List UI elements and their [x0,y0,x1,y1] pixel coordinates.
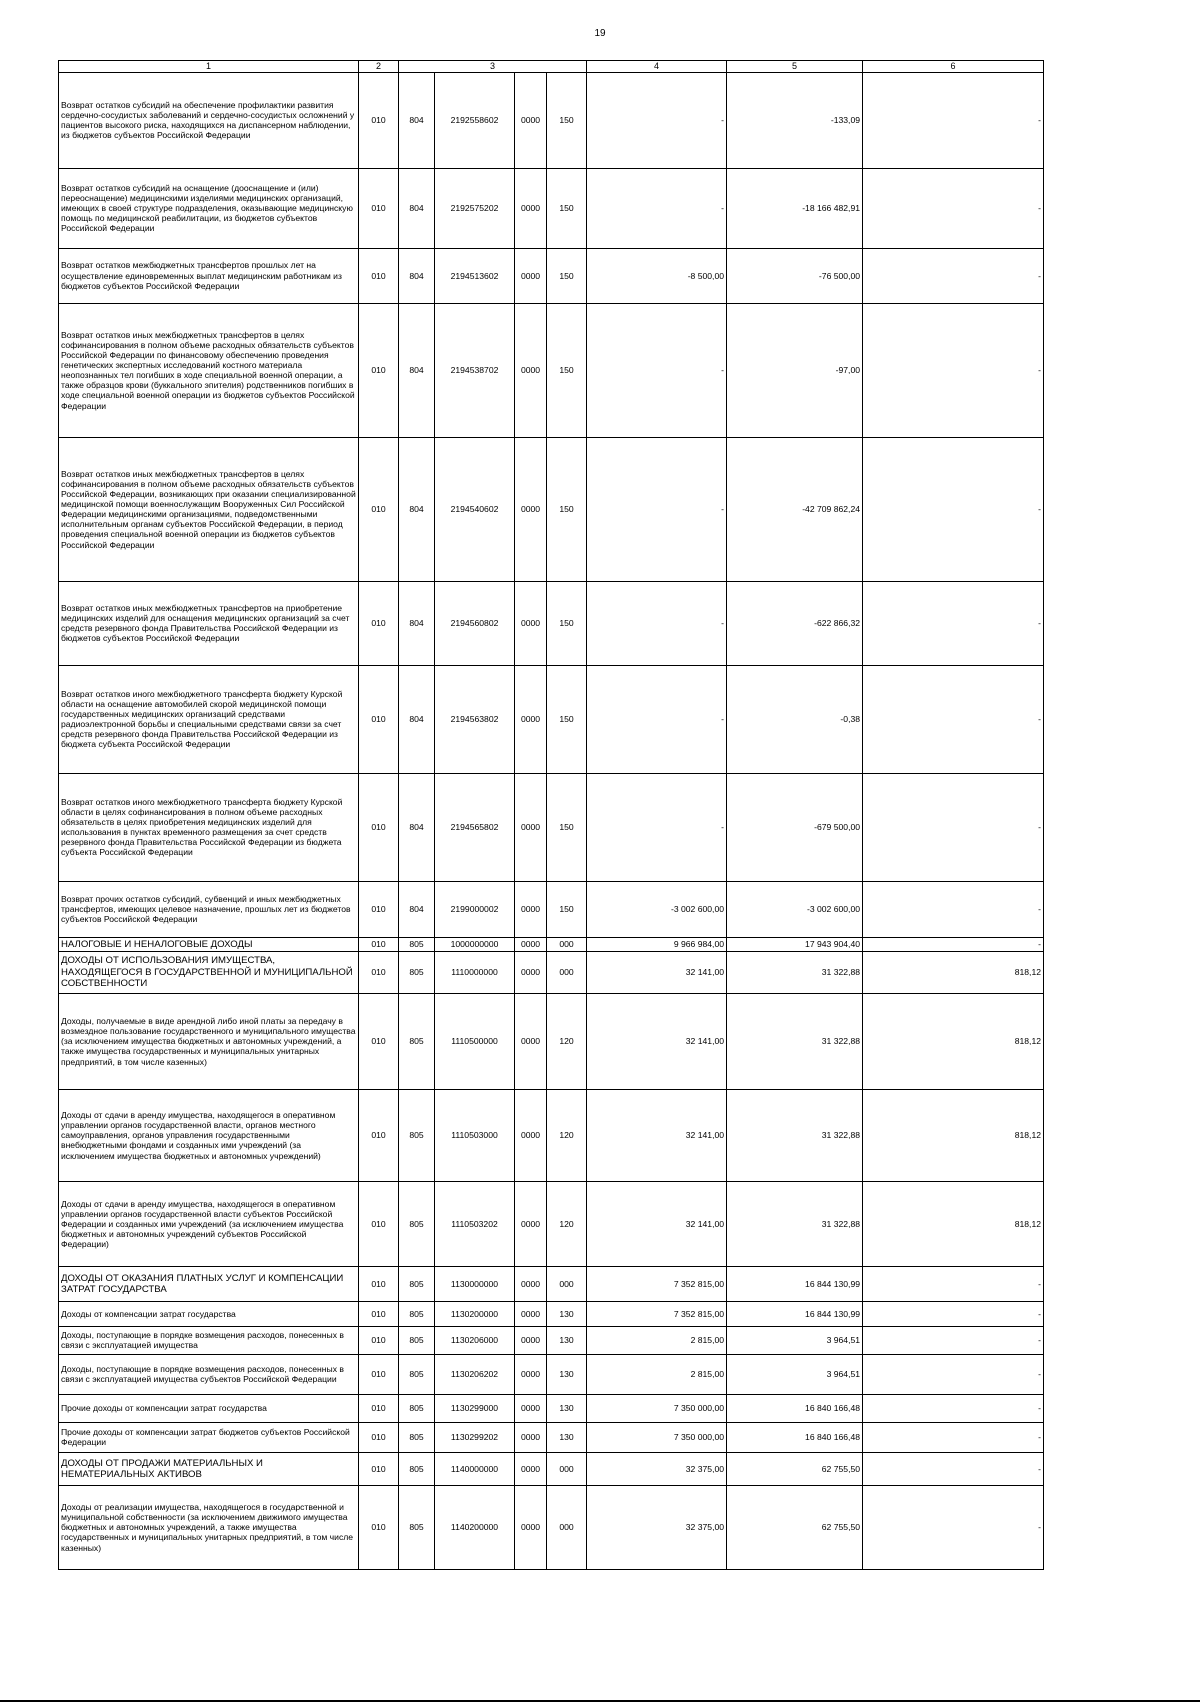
economic-class-cell: 130 [547,1301,587,1326]
current-period-amount-cell: 16 844 130,99 [727,1266,863,1301]
row-name-cell: Доходы от сдачи в аренду имущества, находящегося в оперативном управлении органов государственной власти, органов местного самоуправления, органов управления государственными внебюджетными фондами и созданных ими учреждений (за исключением имущества бюджетных и автономных учреждений) [59,1089,359,1181]
current-period-amount-cell: -18 166 482,91 [727,168,863,248]
current-period-amount-cell: -97,00 [727,303,863,437]
income-code-cell: 2194563802 [435,665,515,773]
deviation-amount-cell: - [863,303,1044,437]
prior-period-amount-cell: 7 352 815,00 [587,1301,727,1326]
prior-period-amount-cell: -8 500,00 [587,248,727,303]
deviation-amount-cell: - [863,1422,1044,1452]
row-name-cell: Возврат остатков иных межбюджетных трансфертов в целях софинансирования в полном объеме расходных обязательств субъектов Российской Федерации, возникающих при оказании специализированной медицинской помощи военнослужащим Вооруженных Сил Российской Федерации медицинскими организациями, подведомственными исполнительным органам субъектов Российской Федерации, в период проведения специальной военной операции из бюджетов субъектов Российской Федерации [59,437,359,581]
line-code-cell: 010 [359,881,399,937]
admin-code-cell: 804 [399,72,435,168]
program-code-cell: 0000 [515,303,547,437]
admin-code-cell: 804 [399,773,435,881]
economic-class-cell: 150 [547,303,587,437]
deviation-amount-cell: - [863,581,1044,665]
deviation-amount-cell: - [863,1354,1044,1394]
admin-code-cell: 804 [399,303,435,437]
program-code-cell: 0000 [515,1394,547,1422]
economic-class-cell: 130 [547,1422,587,1452]
current-period-amount-cell: -622 866,32 [727,581,863,665]
deviation-amount-cell: - [863,1485,1044,1569]
line-code-cell: 010 [359,1089,399,1181]
economic-class-cell: 150 [547,248,587,303]
row-name-cell: Возврат остатков межбюджетных трансфертов прошлых лет на осуществление единовременных выплат медицинским работникам из бюджетов субъектов Российской Федерации [59,248,359,303]
prior-period-amount-cell: -3 002 600,00 [587,881,727,937]
row-name-cell: Доходы от сдачи в аренду имущества, находящегося в оперативном управлении органов государственной власти субъектов Российской Федерации и созданных ими учреждений (за исключением имущества бюджетных и автономных учреждений субъектов Российской Федерации) [59,1181,359,1266]
admin-code-cell: 805 [399,1422,435,1452]
deviation-amount-cell: 818,12 [863,951,1044,993]
economic-class-cell: 000 [547,1452,587,1485]
line-code-cell: 010 [359,951,399,993]
program-code-cell: 0000 [515,168,547,248]
row-name-cell: ДОХОДЫ ОТ ИСПОЛЬЗОВАНИЯ ИМУЩЕСТВА, НАХОДЯЩЕГОСЯ В ГОСУДАРСТВЕННОЙ И МУНИЦИПАЛЬНОЙ СОБСТВЕННОСТИ [59,951,359,993]
program-code-cell: 0000 [515,1181,547,1266]
table-row [59,168,1044,248]
line-code-cell: 010 [359,993,399,1089]
row-name-cell: Прочие доходы от компенсации затрат бюджетов субъектов Российской Федерации [59,1422,359,1452]
line-code-cell: 010 [359,437,399,581]
deviation-amount-cell: 818,12 [863,1089,1044,1181]
table-row [59,1422,1044,1452]
program-code-cell: 0000 [515,1354,547,1394]
table-row [59,581,1044,665]
table-row [59,303,1044,437]
row-name-cell: Доходы от реализации имущества, находящегося в государственной и муниципальной собственности (за исключением движимого имущества бюджетных и автономных учреждений, а также имущества государственных и муниципальных унитарных предприятий, в том числе казенных) [59,1485,359,1569]
row-name-cell: Прочие доходы от компенсации затрат государства [59,1394,359,1422]
program-code-cell: 0000 [515,773,547,881]
economic-class-cell: 000 [547,1485,587,1569]
prior-period-amount-cell: - [587,72,727,168]
income-code-cell: 2194538702 [435,303,515,437]
current-period-amount-cell: -42 709 862,24 [727,437,863,581]
admin-code-cell: 805 [399,1301,435,1326]
table-row [59,1354,1044,1394]
economic-class-cell: 000 [547,937,587,951]
deviation-amount-cell: - [863,437,1044,581]
row-name-cell: Доходы от компенсации затрат государства [59,1301,359,1326]
economic-class-cell: 120 [547,1089,587,1181]
row-name-cell: НАЛОГОВЫЕ И НЕНАЛОГОВЫЕ ДОХОДЫ [59,937,359,951]
program-code-cell: 0000 [515,1266,547,1301]
row-name-cell: Возврат остатков иного межбюджетного трансферта бюджету Курской области на оснащение автомобилей скорой медицинской помощи государственных медицинских организаций средствами радиоэлектронной борьбы и специальными средствами связи за счет средств резервного фонда Правительства Российской Федерации из бюджета субъекта Российской Федерации [59,665,359,773]
deviation-amount-cell: - [863,881,1044,937]
row-name-cell: Возврат остатков субсидий на обеспечение профилактики развития сердечно-сосудистых заболеваний и сердечно-сосудистых осложнений у пациентов высокого риска, находящихся на диспансерном наблюдении, из бюджетов субъектов Российской Федерации [59,72,359,168]
line-code-cell: 010 [359,773,399,881]
program-code-cell: 0000 [515,951,547,993]
economic-class-cell: 000 [547,1266,587,1301]
economic-class-cell: 150 [547,665,587,773]
table-row [59,437,1044,581]
line-code-cell: 010 [359,72,399,168]
row-name-cell: Возврат прочих остатков субсидий, субвенций и иных межбюджетных трансфертов, имеющих целевое назначение, прошлых лет из бюджетов субъектов Российской Федерации [59,881,359,937]
prior-period-amount-cell: 32 375,00 [587,1485,727,1569]
admin-code-cell: 805 [399,1266,435,1301]
table-row [59,1452,1044,1485]
current-period-amount-cell: 16 844 130,99 [727,1301,863,1326]
admin-code-cell: 805 [399,1089,435,1181]
prior-period-amount-cell: 7 350 000,00 [587,1394,727,1422]
admin-code-cell: 804 [399,168,435,248]
income-code-cell: 2192558602 [435,72,515,168]
income-code-cell: 1140200000 [435,1485,515,1569]
economic-class-cell: 130 [547,1354,587,1394]
program-code-cell: 0000 [515,437,547,581]
income-code-cell: 2194513602 [435,248,515,303]
deviation-amount-cell: - [863,665,1044,773]
current-period-amount-cell: 31 322,88 [727,993,863,1089]
program-code-cell: 0000 [515,72,547,168]
economic-class-cell: 120 [547,993,587,1089]
prior-period-amount-cell: 32 141,00 [587,951,727,993]
current-period-amount-cell: 3 964,51 [727,1326,863,1354]
line-code-cell: 010 [359,1266,399,1301]
program-code-cell: 0000 [515,1301,547,1326]
income-code-cell: 1130206000 [435,1326,515,1354]
column-number: 3 [399,61,587,73]
line-code-cell: 010 [359,303,399,437]
column-number: 4 [587,61,727,73]
table-row [59,1326,1044,1354]
income-code-cell: 2194540602 [435,437,515,581]
income-code-cell: 2194560802 [435,581,515,665]
prior-period-amount-cell: 7 352 815,00 [587,1266,727,1301]
table-row [59,1394,1044,1422]
deviation-amount-cell: - [863,1266,1044,1301]
prior-period-amount-cell: 2 815,00 [587,1326,727,1354]
line-code-cell: 010 [359,1354,399,1394]
row-name-cell: ДОХОДЫ ОТ ОКАЗАНИЯ ПЛАТНЫХ УСЛУГ И КОМПЕНСАЦИИ ЗАТРАТ ГОСУДАРСТВА [59,1266,359,1301]
program-code-cell: 0000 [515,248,547,303]
prior-period-amount-cell: - [587,773,727,881]
admin-code-cell: 805 [399,951,435,993]
deviation-amount-cell: 818,12 [863,993,1044,1089]
economic-class-cell: 000 [547,951,587,993]
line-code-cell: 010 [359,1485,399,1569]
admin-code-cell: 805 [399,937,435,951]
line-code-cell: 010 [359,1394,399,1422]
admin-code-cell: 804 [399,665,435,773]
line-code-cell: 010 [359,248,399,303]
line-code-cell: 010 [359,937,399,951]
table-row [59,1485,1044,1569]
line-code-cell: 010 [359,581,399,665]
column-number: 1 [59,61,359,73]
prior-period-amount-cell: 32 141,00 [587,993,727,1089]
budget-income-table [58,60,1044,1570]
admin-code-cell: 804 [399,437,435,581]
row-name-cell: Возврат остатков иных межбюджетных трансфертов на приобретение медицинских изделий для оснащения медицинских организаций за счет средств резервного фонда Правительства Российской Федерации из бюджетов субъектов Российской Федерации [59,581,359,665]
program-code-cell: 0000 [515,1485,547,1569]
deviation-amount-cell: - [863,1326,1044,1354]
table-row [59,1181,1044,1266]
line-code-cell: 010 [359,665,399,773]
income-code-cell: 1110503000 [435,1089,515,1181]
economic-class-cell: 150 [547,881,587,937]
table-row [59,1266,1044,1301]
prior-period-amount-cell: 2 815,00 [587,1354,727,1394]
program-code-cell: 0000 [515,937,547,951]
table-row [59,72,1044,168]
table-row [59,665,1044,773]
admin-code-cell: 805 [399,1354,435,1394]
economic-class-cell: 120 [547,1181,587,1266]
column-number: 6 [863,61,1044,73]
row-name-cell: ДОХОДЫ ОТ ПРОДАЖИ МАТЕРИАЛЬНЫХ И НЕМАТЕРИАЛЬНЫХ АКТИВОВ [59,1452,359,1485]
income-code-cell: 1130206202 [435,1354,515,1394]
table-row [59,773,1044,881]
economic-class-cell: 150 [547,72,587,168]
prior-period-amount-cell: 9 966 984,00 [587,937,727,951]
table-row [59,1089,1044,1181]
row-name-cell: Доходы, поступающие в порядке возмещения расходов, понесенных в связи с эксплуатацией имущества субъектов Российской Федерации [59,1354,359,1394]
line-code-cell: 010 [359,168,399,248]
current-period-amount-cell: 17 943 904,40 [727,937,863,951]
admin-code-cell: 805 [399,1485,435,1569]
income-code-cell: 1110503202 [435,1181,515,1266]
current-period-amount-cell: -76 500,00 [727,248,863,303]
admin-code-cell: 804 [399,581,435,665]
economic-class-cell: 150 [547,773,587,881]
row-name-cell: Возврат остатков субсидий на оснащение (дооснащение и (или) переоснащение) медицинскими изделиями медицинских организаций, имеющих в своей структуре подразделения, оказывающие медицинскую помощь по медицинской реабилитации, из бюджетов субъектов Российской Федерации [59,168,359,248]
economic-class-cell: 150 [547,437,587,581]
income-code-cell: 1130200000 [435,1301,515,1326]
prior-period-amount-cell: - [587,437,727,581]
income-code-cell: 1130299000 [435,1394,515,1422]
current-period-amount-cell: 31 322,88 [727,951,863,993]
prior-period-amount-cell: 32 141,00 [587,1181,727,1266]
income-code-cell: 1110500000 [435,993,515,1089]
column-number: 5 [727,61,863,73]
admin-code-cell: 805 [399,1326,435,1354]
program-code-cell: 0000 [515,665,547,773]
line-code-cell: 010 [359,1181,399,1266]
prior-period-amount-cell: 32 375,00 [587,1452,727,1485]
deviation-amount-cell: 818,12 [863,1181,1044,1266]
column-number: 2 [359,61,399,73]
deviation-amount-cell: - [863,937,1044,951]
column-number-row [59,61,1044,73]
prior-period-amount-cell: - [587,303,727,437]
line-code-cell: 010 [359,1452,399,1485]
income-code-cell: 2199000002 [435,881,515,937]
admin-code-cell: 804 [399,881,435,937]
deviation-amount-cell: - [863,168,1044,248]
income-code-cell: 2194565802 [435,773,515,881]
prior-period-amount-cell: 7 350 000,00 [587,1422,727,1452]
prior-period-amount-cell: - [587,168,727,248]
current-period-amount-cell: 16 840 166,48 [727,1422,863,1452]
economic-class-cell: 150 [547,168,587,248]
prior-period-amount-cell: - [587,581,727,665]
table-row [59,881,1044,937]
income-code-cell: 1110000000 [435,951,515,993]
program-code-cell: 0000 [515,581,547,665]
admin-code-cell: 805 [399,1452,435,1485]
table-row [59,1301,1044,1326]
deviation-amount-cell: - [863,1301,1044,1326]
program-code-cell: 0000 [515,881,547,937]
line-code-cell: 010 [359,1301,399,1326]
deviation-amount-cell: - [863,72,1044,168]
income-code-cell: 1130000000 [435,1266,515,1301]
current-period-amount-cell: 3 964,51 [727,1354,863,1394]
prior-period-amount-cell: 32 141,00 [587,1089,727,1181]
deviation-amount-cell: - [863,1394,1044,1422]
current-period-amount-cell: -3 002 600,00 [727,881,863,937]
admin-code-cell: 805 [399,993,435,1089]
row-name-cell: Возврат остатков иного межбюджетного трансферта бюджету Курской области в целях софинансирования в полном объеме расходных обязательств в целях приобретения медицинских изделий для использования в пунктах временного размещения за счет средств резервного фонда Правительства Российской Федерации из бюджета субъекта Российской Федерации [59,773,359,881]
current-period-amount-cell: -0,38 [727,665,863,773]
table-row [59,993,1044,1089]
current-period-amount-cell: 16 840 166,48 [727,1394,863,1422]
income-code-cell: 1130299202 [435,1422,515,1452]
current-period-amount-cell: 62 755,50 [727,1452,863,1485]
economic-class-cell: 130 [547,1394,587,1422]
current-period-amount-cell: 31 322,88 [727,1089,863,1181]
prior-period-amount-cell: - [587,665,727,773]
current-period-amount-cell: 31 322,88 [727,1181,863,1266]
income-code-cell: 2192575202 [435,168,515,248]
program-code-cell: 0000 [515,1422,547,1452]
admin-code-cell: 805 [399,1394,435,1422]
program-code-cell: 0000 [515,1326,547,1354]
income-code-cell: 1000000000 [435,937,515,951]
program-code-cell: 0000 [515,1089,547,1181]
admin-code-cell: 804 [399,248,435,303]
program-code-cell: 0000 [515,1452,547,1485]
current-period-amount-cell: 62 755,50 [727,1485,863,1569]
row-name-cell: Доходы, поступающие в порядке возмещения расходов, понесенных в связи с эксплуатацией имущества [59,1326,359,1354]
economic-class-cell: 150 [547,581,587,665]
row-name-cell: Возврат остатков иных межбюджетных трансфертов в целях софинансирования в полном объеме расходных обязательств субъектов Российской Федерации по финансовому обеспечению проведения генетических экспертных исследований костного материала неопознанных тел погибших в ходе специальной военной операции, а также образцов крови (буккального эпителия) родственников погибших в ходе специальной военной операции из бюджетов субъектов Российской Федерации [59,303,359,437]
table-row [59,951,1044,993]
economic-class-cell: 130 [547,1326,587,1354]
program-code-cell: 0000 [515,993,547,1089]
row-name-cell: Доходы, получаемые в виде арендной либо иной платы за передачу в возмездное пользование государственного и муниципального имущества (за исключением имущества бюджетных и автономных учреждений, а также имущества государственных и муниципальных унитарных предприятий, в том числе казенных) [59,993,359,1089]
table-row [59,937,1044,951]
line-code-cell: 010 [359,1326,399,1354]
page-number: 19 [594,28,606,39]
current-period-amount-cell: -133,09 [727,72,863,168]
admin-code-cell: 805 [399,1181,435,1266]
deviation-amount-cell: - [863,1452,1044,1485]
table-row [59,248,1044,303]
deviation-amount-cell: - [863,773,1044,881]
income-code-cell: 1140000000 [435,1452,515,1485]
deviation-amount-cell: - [863,248,1044,303]
current-period-amount-cell: -679 500,00 [727,773,863,881]
line-code-cell: 010 [359,1422,399,1452]
